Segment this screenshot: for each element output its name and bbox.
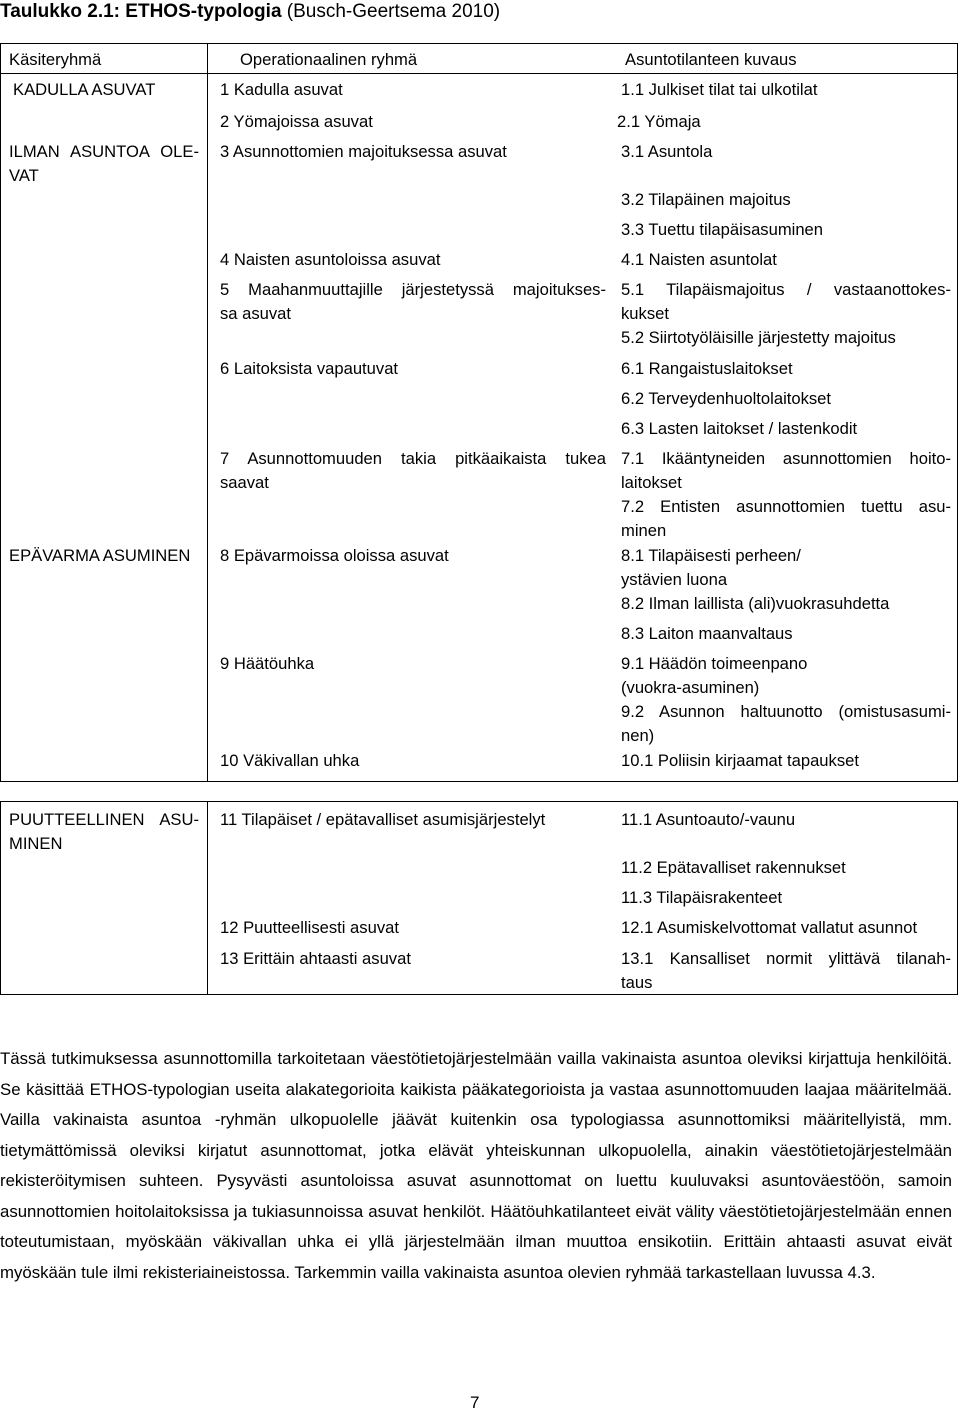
table-caption-source: (Busch-Geertsema 2010) (281, 1, 501, 22)
desc-8-2: 8.2 Ilman laillista (ali)vuokrasuhdetta (621, 594, 890, 613)
desc-9-1: 9.1 Häädön toimeenpano (vuokra-asuminen) (621, 654, 808, 697)
desc-7-2: 7.2 Entisten asunnottomien tuettu asu- minen (621, 497, 951, 540)
group-ilman-asuntoa: ILMAN ASUNTOA OLE- VAT (9, 142, 199, 185)
desc-3-1: 3.1 Asuntola (621, 142, 713, 161)
group-kadulla-asuvat: KADULLA ASUVAT (13, 80, 156, 99)
ethos-table-continued (0, 801, 958, 995)
desc-1-1: 1.1 Julkiset tilat tai ulkotilat (621, 80, 818, 99)
ethos-table (0, 43, 958, 782)
desc-10-1: 10.1 Poliisin kirjaamat tapaukset (621, 751, 859, 770)
column-divider (207, 802, 208, 994)
desc-3-2: 3.2 Tilapäinen majoitus (621, 190, 791, 209)
desc-12-1: 12.1 Asumiskelvottomat vallatut asunnot (621, 918, 918, 937)
desc-4-1: 4.1 Naisten asuntolat (621, 250, 777, 269)
op-4: 4 Naisten asuntoloissa asuvat (220, 250, 441, 269)
op-2: 2 Yömajoissa asuvat (220, 112, 373, 131)
desc-9-2: 9.2 Asunnon haltuunotto (omistusasumi- nen) (621, 702, 951, 745)
op-12: 12 Puutteellisesti asuvat (220, 918, 399, 937)
op-3: 3 Asunnottomien majoituksessa asuvat (220, 142, 507, 161)
desc-5-1: 5.1 Tilapäismajoitus / vastaanottokes- kukset (621, 280, 951, 323)
op-5: 5 Maahanmuuttajille järjestetyssä majoitukses- sa asuvat (220, 280, 606, 323)
body-paragraph: Tässä tutkimuksessa asunnottomilla tarkoitetaan väestötietojärjestelmään vailla vakinaista asuntoa oleviksi kirjattuja henkilöitä. Se käsittää ETHOS-typologian useita alakategorioita kaikista pääkategorioista ja vastaa asunnottomuuden laajaa määritelmää. Vailla vakinaista asuntoa -ryhmän ulkopuolelle jäävät kuitenkin osa typologiassa asunnottomiksi määritellyistä, mm. tietymättömissä oleviksi kirjatut asunnottomat, jotka elävät yhteiskunnan ulkopuolella, ainakin väestötietojärjestelmään rekisteröitymisen suhteen. Pysyvästi asuntoloissa asuvat asunnottomat on luettu kuuluvaksi asuntoväestöön, samoin asunnottomien hoitolaitoksissa ja tukiasunnoissa asuvat henkilöt. Häätöuhkatilanteet eivät välity väestötietojärjestelmään ennen toteutumistaan, myöskään väkivallan uhka ei yllä järjestelmään ilman muuttoa ensikotiin. Erittäin ahtaasti asuvat eivät myöskään tule ilmi rekisteriaineistossa. Tarkemmin vailla vakinaista asuntoa olevien ryhmää tarkastellaan luvussa 4.3. (0, 1049, 952, 1282)
desc-13-1: 13.1 Kansalliset normit ylittävä tilanah- taus (621, 949, 951, 992)
table-caption-bold: Taulukko 2.1: ETHOS-typologia (0, 1, 282, 22)
op-1: 1 Kadulla asuvat (220, 80, 343, 99)
op-10: 10 Väkivallan uhka (220, 751, 360, 770)
op-13: 13 Erittäin ahtaasti asuvat (220, 949, 411, 968)
group-epavarma-asuminen: EPÄVARMA ASUMINEN (9, 546, 191, 565)
group-puutteellinen-asuminen: PUUTTEELLINEN ASU- MINEN (9, 810, 199, 853)
op-6: 6 Laitoksista vapautuvat (220, 359, 399, 378)
desc-11-1: 11.1 Asuntoauto/-vaunu (621, 810, 796, 829)
op-7: 7 Asunnottomuuden takia pitkäaikaista tukea saavat (220, 449, 606, 492)
desc-3-3: 3.3 Tuettu tilapäisasuminen (621, 220, 824, 239)
op-8: 8 Epävarmoissa oloissa asuvat (220, 546, 449, 565)
desc-8-3: 8.3 Laiton maanvaltaus (621, 624, 793, 643)
header-operationaalinen: Operationaalinen ryhmä (240, 50, 418, 69)
desc-11-3: 11.3 Tilapäisrakenteet (621, 888, 783, 907)
desc-6-2: 6.2 Terveydenhuoltolaitokset (621, 389, 832, 408)
page-title (0, 0, 500, 24)
desc-2-1: 2.1 Yömaja (617, 112, 701, 131)
desc-6-1: 6.1 Rangaistuslaitokset (621, 359, 793, 378)
desc-8-1: 8.1 Tilapäisesti perheen/ ystävien luona (621, 546, 801, 589)
desc-6-3: 6.3 Lasten laitokset / lastenkodit (621, 419, 858, 438)
desc-7-1: 7.1 Ikääntyneiden asunnottomien hoito- laitokset (621, 449, 951, 492)
desc-5-2: 5.2 Siirtotyöläisille järjestetty majoitus (621, 328, 896, 347)
header-asuntotilanne: Asuntotilanteen kuvaus (625, 50, 797, 69)
header-divider (1, 73, 957, 74)
column-divider (207, 44, 208, 781)
desc-11-2: 11.2 Epätavalliset rakennukset (621, 858, 846, 877)
op-11: 11 Tilapäiset / epätavalliset asumisjärjestelyt (220, 810, 546, 829)
op-9: 9 Häätöuhka (220, 654, 315, 673)
page-number: 7 (470, 1393, 480, 1412)
header-kasiteryhma: Käsiteryhmä (9, 50, 102, 69)
